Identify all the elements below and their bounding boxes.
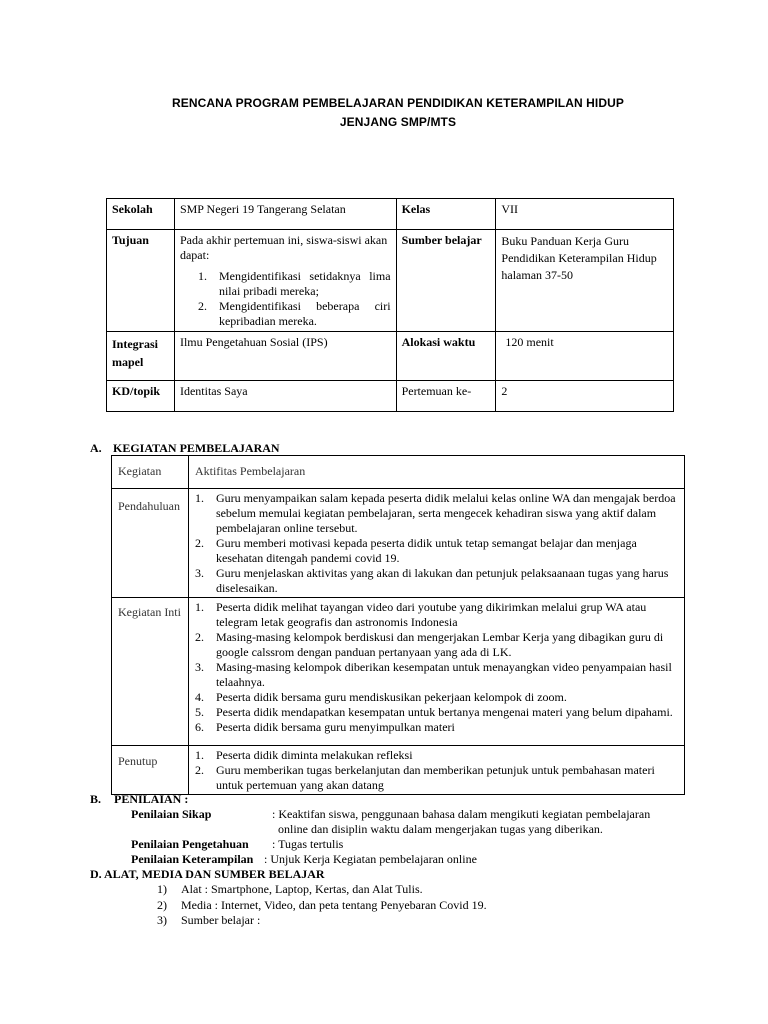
pengetahuan-value: : Tugas tertulis: [272, 837, 344, 851]
keterampilan-label: Penilaian Keterampilan: [131, 852, 254, 866]
alokasi-value: 120 menit: [496, 332, 674, 381]
sekolah-value: SMP Negeri 19 Tangerang Selatan: [174, 199, 396, 230]
sekolah-label: Sekolah: [107, 199, 175, 230]
list-item: 2. Mengidentifikasi beberapa ciri kepribadian mereka.: [197, 299, 391, 328]
section-b-heading: PENILAIAN :: [114, 792, 189, 806]
document-subtitle: JENJANG SMP/MTS: [339, 115, 457, 129]
kd-value: Identitas Saya: [174, 381, 396, 412]
tujuan-intro: Pada akhir pertemuan ini, siswa-siswi akan dapat:: [179, 233, 388, 262]
list-item: 2. Guru memberikan tugas berkelanjutan dan memberikan petunjuk untuk pembahasan materi untuk pertemuan yang akan datang: [194, 763, 655, 792]
pertemuan-value: 2: [496, 381, 674, 412]
info-table: [106, 198, 674, 412]
activities-table: [111, 455, 685, 795]
list-item: 6. Peserta didik bersama guru menyimpulkan materi: [194, 720, 455, 734]
penutup-label: Penutup: [112, 746, 189, 795]
list-item: 1. Guru menyampaikan salam kepada peserta didik melalui kelas online WA dan mengajak berdoa sebelum memulai kegiatan pembelajaran, serta mengecek kehadiran siswa yang aktif dalam pembelajaran online tersebut.: [194, 491, 676, 535]
pendahuluan-list: [195, 491, 678, 596]
pendahuluan-row: [112, 489, 685, 598]
section-a-letter: A.: [90, 441, 102, 455]
list-item: 1. Peserta didik melihat tayangan video dari youtube yang dikirimkan melalui grup WA atau telegram letak geografis dan astronomis Indonesia: [194, 600, 647, 629]
tujuan-value: [174, 230, 396, 332]
aktifitas-header: Aktifitas Pembelajaran: [188, 456, 684, 489]
info-row-kd: [107, 381, 674, 412]
list-item: 5. Peserta didik mendapatkan kesempatan untuk bertanya mengenai materi yang belum dipahami.: [194, 705, 673, 719]
pertemuan-label: Pertemuan ke-: [396, 381, 496, 412]
sikap-label: Penilaian Sikap: [131, 807, 212, 821]
list-item: 3. Guru menjelaskan aktivitas yang akan di lakukan dan petunjuk pelaksaanaan tugas yang harus diselesaikan.: [194, 566, 669, 595]
sikap-value-cont: online dan disiplin waktu dalam mengerjakan tugas yang diberikan.: [278, 822, 603, 836]
section-b-letter: B.: [90, 792, 102, 806]
list-item: 1. Mengidentifikasi setidaknya lima nilai pribadi mereka;: [197, 269, 391, 298]
section-d-item-num: 3): [157, 913, 167, 927]
section-a-heading: KEGIATAN PEMBELAJARAN: [113, 441, 280, 455]
list-item: 1. Peserta didik diminta melakukan refleksi: [194, 748, 413, 762]
list-item: 3. Masing-masing kelompok diberikan kesempatan untuk menayangkan video penyampaian hasil telaahnya.: [194, 660, 672, 689]
kelas-value: VII: [496, 199, 674, 230]
inti-label: Kegiatan Inti: [112, 598, 189, 746]
section-d-item-num: 1): [157, 882, 167, 896]
pengetahuan-label: Penilaian Pengetahuan: [131, 837, 249, 851]
tujuan-list: [180, 269, 391, 329]
kegiatan-header: Kegiatan: [112, 456, 189, 489]
document-title: RENCANA PROGRAM PEMBELAJARAN PENDIDIKAN KETERAMPILAN HIDUP: [171, 96, 625, 110]
list-item: 2. Guru memberi motivasi kepada peserta didik untuk tetap semangat belajar dan menjaga kesehatan ditengah pandemi covid 19.: [194, 536, 637, 565]
sumber-value: Buku Panduan Kerja Guru Pendidikan Keterampilan Hidup halaman 37-50: [496, 230, 674, 332]
pendahuluan-label: Pendahuluan: [112, 489, 189, 598]
sumber-label: Sumber belajar: [396, 230, 496, 332]
integrasi-value: Ilmu Pengetahuan Sosial (IPS): [174, 332, 396, 381]
info-row-tujuan: [107, 230, 674, 332]
section-d-item: Sumber belajar :: [181, 913, 261, 927]
keterampilan-value: : Unjuk Kerja Kegiatan pembelajaran online: [264, 852, 477, 866]
penutup-list: [195, 748, 678, 793]
section-d-item-num: 2): [157, 898, 167, 912]
list-item: 4. Peserta didik bersama guru mendiskusikan pekerjaan kelompok di zoom.: [194, 690, 567, 704]
info-row-sekolah: [107, 199, 674, 230]
tujuan-label: Tujuan: [107, 230, 175, 332]
inti-activities: [188, 598, 684, 746]
section-d-heading: D. ALAT, MEDIA DAN SUMBER BELAJAR: [90, 867, 325, 881]
inti-row: [112, 598, 685, 746]
sikap-value: : Keaktifan siswa, penggunaan bahasa dalam mengikuti kegiatan pembelajaran: [272, 807, 651, 821]
list-item: 2. Masing-masing kelompok berdiskusi dan mengerjakan Lembar Kerja yang dibagikan guru di google calssrom dengan panduan pertanyaan yang ada di LK.: [194, 630, 664, 659]
kd-label: KD/topik: [107, 381, 175, 412]
pendahuluan-activities: [188, 489, 684, 598]
inti-list: [195, 600, 678, 735]
activities-header-row: [112, 456, 685, 489]
penutup-row: [112, 746, 685, 795]
alokasi-label: Alokasi waktu: [396, 332, 496, 381]
section-d-item: Media : Internet, Video, dan peta tentang Penyebaran Covid 19.: [181, 898, 487, 912]
kelas-label: Kelas: [396, 199, 496, 230]
info-row-integrasi: [107, 332, 674, 381]
section-d-item: Alat : Smartphone, Laptop, Kertas, dan Alat Tulis.: [181, 882, 423, 896]
penutup-activities: [188, 746, 684, 795]
integrasi-label: Integrasi mapel: [107, 332, 175, 381]
